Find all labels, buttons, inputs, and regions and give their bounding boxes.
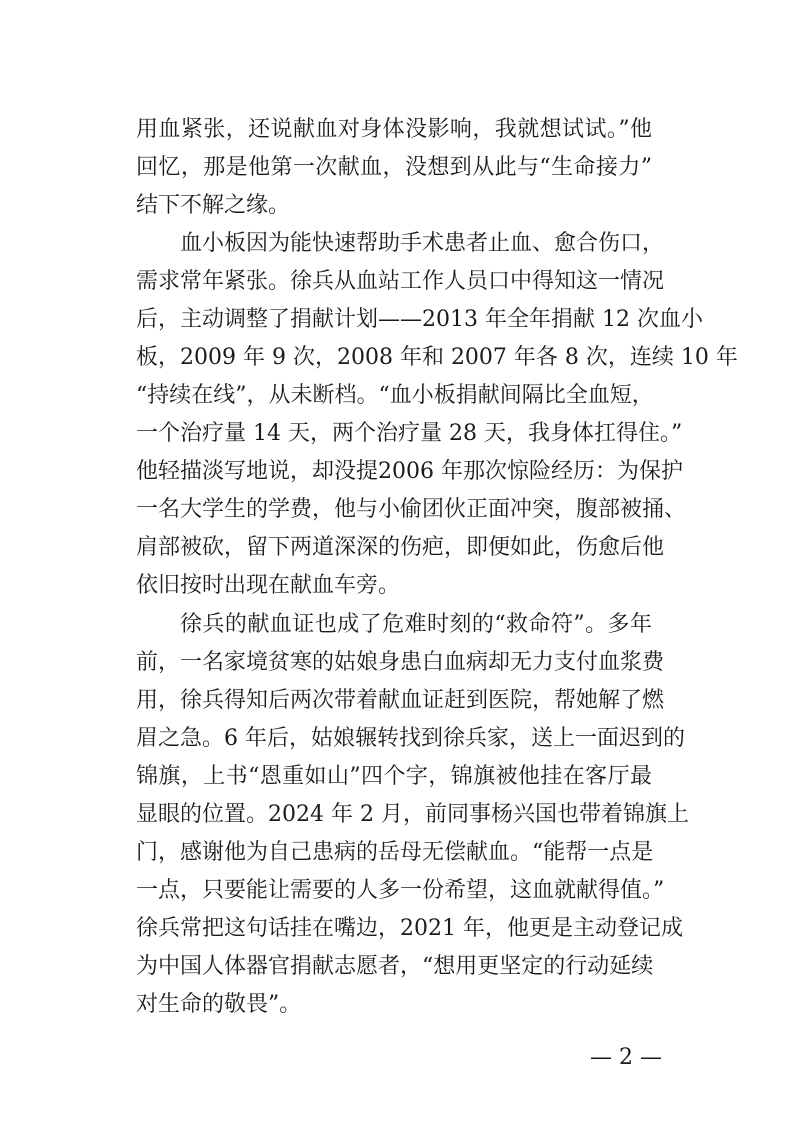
paragraph-2-line-7: 他轻描淡写地说，却没提2006 年那次惊险经历：为保护 bbox=[136, 459, 683, 484]
paragraph-2-line-2: 需求常年紧张。徐兵从血站工作人员口中得知这一情况 bbox=[136, 269, 665, 294]
paragraph-3-line-5: 锦旗，上书“恩重如山”四个字，锦旗被他挂在客厅最 bbox=[136, 764, 652, 789]
paragraph-3-line-11: 对生命的敬畏”。 bbox=[136, 992, 302, 1017]
paragraph-3-line-8: 一点，只要能让需要的人多一份希望，这血就献得值。” bbox=[136, 878, 665, 903]
paragraph-2-line-10: 依旧按时出现在献血车旁。 bbox=[136, 573, 401, 598]
paragraph-3-line-1: 徐兵的献血证也成了危难时刻的“救命符”。多年 bbox=[180, 612, 652, 637]
paragraph-2-line-1: 血小板因为能快速帮助手术患者止血、愈合伤口， bbox=[180, 231, 665, 256]
paragraph-3-line-2: 前，一名家境贫寒的姑娘身患白血病却无力支付血浆费 bbox=[136, 650, 665, 675]
paragraph-2-line-4: 板，2009 年 9 次，2008 年和 2007 年各 8 次，连续 10 年 bbox=[136, 345, 738, 370]
paragraph-2-line-5: “持续在线”，从未断档。“血小板捐献间隔比全血短， bbox=[136, 383, 654, 408]
paragraph-2-line-3: 后，主动调整了捐献计划——2013 年全年捐献 12 次血小 bbox=[136, 307, 703, 332]
paragraph-2-line-8: 一名大学生的学费，他与小偷团伙正面冲突，腹部被捅、 bbox=[136, 497, 687, 522]
paragraph-3-line-7: 门，感谢他为自己患病的岳母无偿献血。“能帮一点是 bbox=[136, 840, 654, 865]
paragraph-3-line-4: 眉之急。6 年后，姑娘辗转找到徐兵家，送上一面迟到的 bbox=[136, 726, 685, 751]
paragraph-3-line-10: 为中国人体器官捐献志愿者，“想用更坚定的行动延续 bbox=[136, 954, 654, 979]
paragraph-3-line-6: 显眼的位置。2024 年 2 月，前同事杨兴国也带着锦旗上 bbox=[136, 802, 689, 827]
paragraph-2-line-9: 肩部被砍，留下两道深深的伤疤，即便如此，伤愈后他 bbox=[136, 535, 665, 560]
paragraph-1-line-2: 回忆，那是他第一次献血，没想到从此与“生命接力” bbox=[136, 155, 652, 180]
paragraph-1-line-3: 结下不解之缘。 bbox=[136, 193, 291, 218]
paragraph-2-line-6: 一个治疗量 14 天，两个治疗量 28 天，我身体扛得住。” bbox=[136, 421, 683, 446]
page-number: — 2 — bbox=[590, 1045, 662, 1070]
paragraph-3-line-9: 徐兵常把这句话挂在嘴边，2021 年，他更是主动登记成 bbox=[136, 916, 683, 941]
paragraph-1-line-1: 用血紧张，还说献血对身体没影响，我就想试试。”他 bbox=[136, 117, 652, 142]
paragraph-3-line-3: 用，徐兵得知后两次带着献血证赶到医院，帮她解了燃 bbox=[136, 688, 665, 713]
